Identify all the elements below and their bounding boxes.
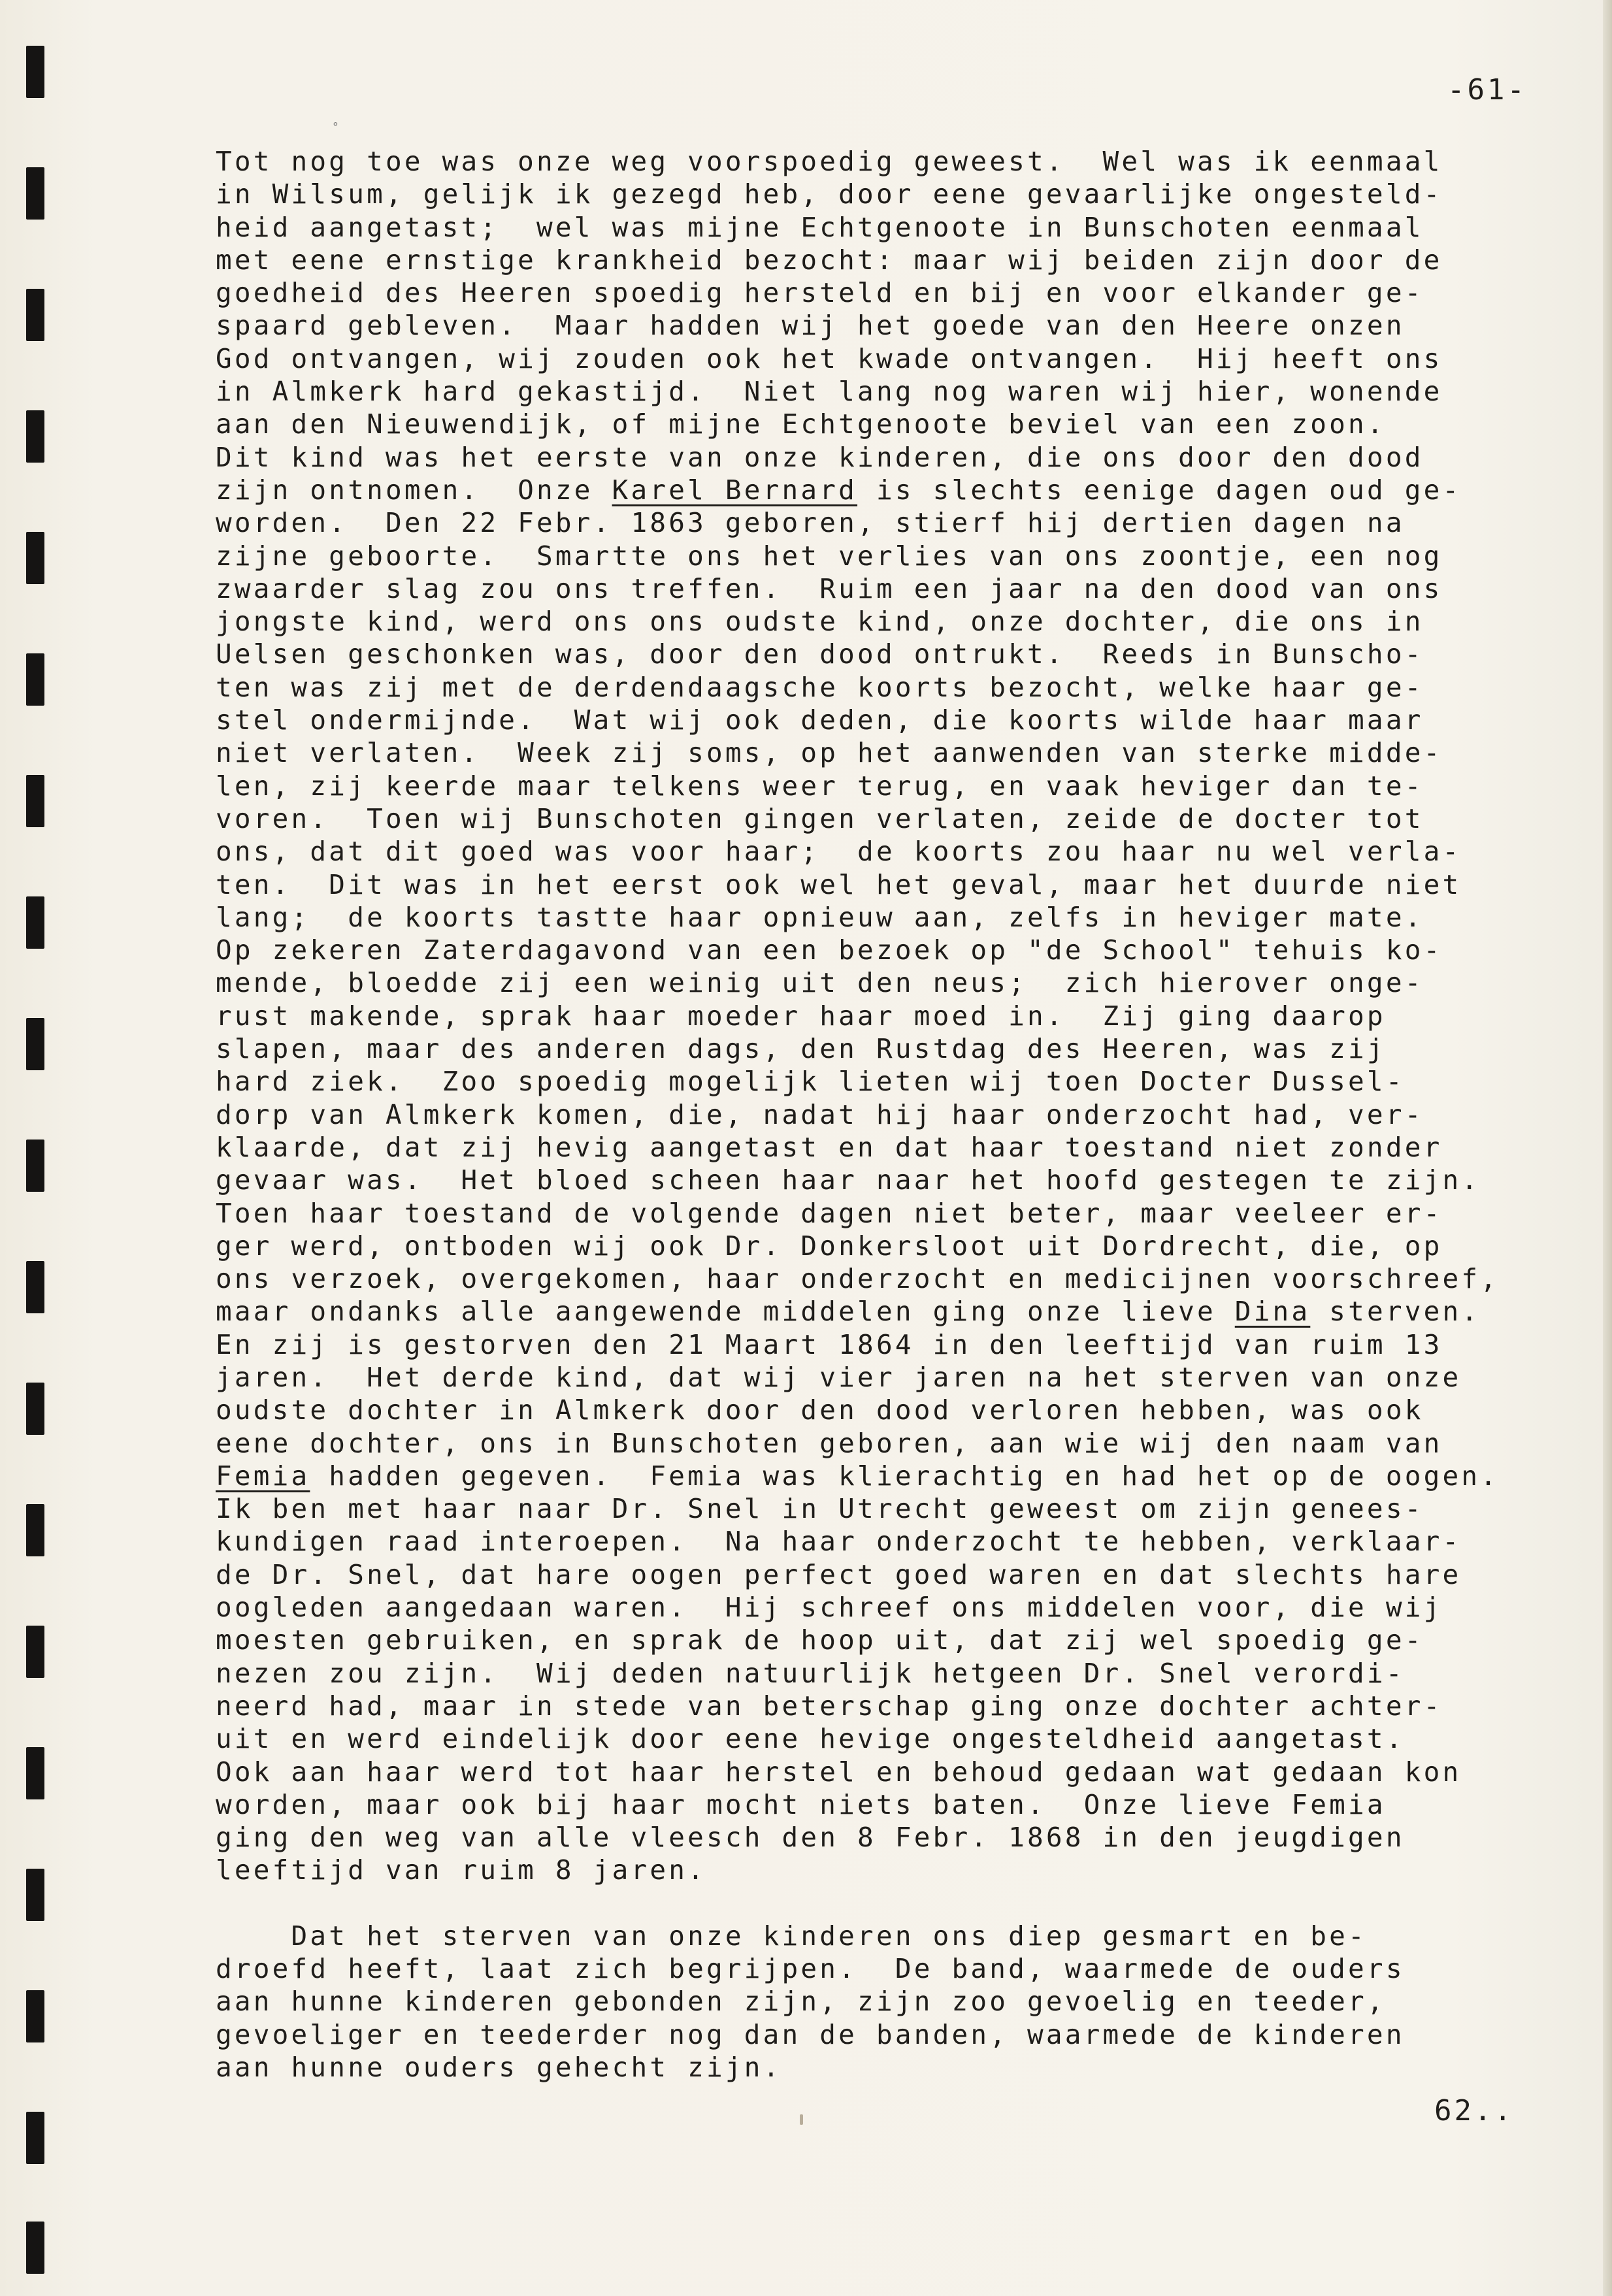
text-line: rust makende, sprak haar moeder haar moed in. Zij ging daarop	[216, 1000, 1386, 1032]
binding-hole	[26, 1261, 44, 1313]
text-segment: is slechts eenige dagen oud ge-	[857, 474, 1462, 506]
text-line: in Wilsum, gelijk ik gezegd heb, door eene gevaarlijke ongesteld-	[216, 178, 1443, 210]
text-line: ger werd, ontboden wij ook Dr. Donkersloot uit Dordrecht, die, op	[216, 1230, 1443, 1262]
text-segment: zijn ontnomen. Onze	[216, 474, 612, 506]
text-line: Dit kind was het eerste van onze kinderen, die ons door den dood	[216, 441, 1424, 473]
text-line: Tot nog toe was onze weg voorspoedig geweest. Wel was ik eenmaal	[216, 146, 1443, 177]
text-line	[216, 1295, 1581, 1328]
text-line: met eene ernstige krankheid bezocht: maar wij beiden zijn door de	[216, 244, 1443, 276]
underlined-name: Dina	[1234, 1296, 1311, 1328]
text-line: klaarde, dat zij hevig aangetast en dat haar toestand niet zonder	[216, 1131, 1443, 1163]
text-line: ten was zij met de derdendaagsche koorts bezocht, welke haar ge-	[216, 671, 1424, 703]
text-line	[216, 1460, 1581, 1492]
paragraph-gap	[216, 1887, 1581, 1920]
text-line: mende, bloedde zij een weinig uit den neus; zich hierover onge-	[216, 967, 1424, 999]
text-line: leeftijd van ruim 8 jaren.	[216, 1854, 706, 1886]
text-segment: sterven.	[1310, 1296, 1481, 1328]
text-line: En zij is gestorven den 21 Maart 1864 in den leeftijd van ruim 13	[216, 1328, 1443, 1360]
text-line: oudste dochter in Almkerk door den dood verloren hebben, was ook	[216, 1394, 1424, 1426]
text-line: Dat het sterven van onze kinderen ons diep gesmart en be-	[216, 1920, 1367, 1952]
text-line: Toen haar toestand de volgende dagen niet beter, maar veeleer er-	[216, 1197, 1443, 1229]
body-text	[216, 145, 1581, 2084]
binding-hole	[26, 1626, 44, 1678]
text-line: slapen, maar des anderen dags, den Rustdag des Heeren, was zij	[216, 1033, 1386, 1065]
text-line	[216, 474, 1581, 506]
text-line: lang; de koorts tastte haar opnieuw aan, zelfs in heviger mate.	[216, 901, 1424, 933]
paragraph-2	[216, 1920, 1581, 2084]
text-line: goedheid des Heeren spoedig hersteld en bij en voor elkander ge-	[216, 277, 1424, 309]
underlined-name: Femia	[216, 1460, 310, 1492]
text-line: jaren. Het derde kind, dat wij vier jaren na het sterven van onze	[216, 1361, 1462, 1393]
paper-speck	[800, 2114, 803, 2125]
text-line: Uelsen geschonken was, door den dood ontrukt. Reeds in Bunscho-	[216, 638, 1424, 670]
binding-hole	[26, 1018, 44, 1070]
text-line: de Dr. Snel, dat hare oogen perfect goed waren en dat slechts hare	[216, 1558, 1462, 1590]
text-line: worden, maar ook bij haar mocht niets baten. Onze lieve Femia	[216, 1788, 1386, 1820]
text-line: Ook aan haar werd tot haar herstel en behoud gedaan wat gedaan kon	[216, 1756, 1462, 1788]
text-line: aan hunne kinderen gebonden zijn, zijn zoo gevoelig en teeder,	[216, 1986, 1386, 2018]
text-line: ging den weg van alle vleesch den 8 Febr. 1868 in den jeugdigen	[216, 1822, 1405, 1854]
text-line: oogleden aangedaan waren. Hij schreef ons middelen voor, die wij	[216, 1592, 1443, 1624]
text-line: hard ziek. Zoo spoedig mogelijk lieten wij toen Docter Dussel-	[216, 1066, 1405, 1098]
text-line: ons, dat dit goed was voor haar; de koorts zou haar nu wel verla-	[216, 836, 1462, 868]
binding-hole	[26, 2112, 44, 2164]
text-line: droefd heeft, laat zich begrijpen. De band, waarmede de ouders	[216, 1953, 1405, 1985]
binding-hole	[26, 1140, 44, 1192]
text-line: Op zekeren Zaterdagavond van een bezoek op "de School" tehuis ko-	[216, 934, 1443, 966]
text-line: nezen zou zijn. Wij deden natuurlijk hetgeen Dr. Snel verordi-	[216, 1657, 1405, 1689]
text-line: voren. Toen wij Bunschoten gingen verlaten, zeide de docter tot	[216, 802, 1424, 834]
binding-hole	[26, 46, 44, 98]
binding-hole	[26, 1383, 44, 1435]
text-line: eene dochter, ons in Bunschoten geboren, aan wie wij den naam van	[216, 1427, 1443, 1459]
binding-hole	[26, 1747, 44, 1799]
text-line: moesten gebruiken, en sprak de hoop uit, dat zij wel spoedig ge-	[216, 1624, 1424, 1656]
binding-hole	[26, 532, 44, 584]
page-number-bottom: 62..	[1434, 2094, 1514, 2127]
text-line: aan hunne ouders gehecht zijn.	[216, 2051, 782, 2083]
text-line: zijne geboorte. Smartte ons het verlies van ons zoontje, een nog	[216, 540, 1443, 572]
binding-hole	[26, 410, 44, 463]
binding-hole	[26, 775, 44, 827]
text-line: dorp van Almkerk komen, die, nadat hij haar onderzocht had, ver-	[216, 1098, 1424, 1130]
binding-hole	[26, 2222, 44, 2274]
text-line: gevaar was. Het bloed scheen haar naar het hoofd gestegen te zijn.	[216, 1164, 1481, 1196]
binding-hole	[26, 289, 44, 341]
text-line: ten. Dit was in het eerst ook wel het geval, maar het duurde niet	[216, 868, 1462, 900]
text-line: Ik ben met haar naar Dr. Snel in Utrecht geweest om zijn genees-	[216, 1493, 1424, 1525]
stray-mark: °	[332, 120, 339, 134]
text-line: niet verlaten. Week zij soms, op het aanwenden van sterke midde-	[216, 737, 1443, 769]
text-line: spaard gebleven. Maar hadden wij het goede van den Heere onzen	[216, 310, 1405, 342]
text-segment: maar ondanks alle aangewende middelen ging onze lieve	[216, 1296, 1235, 1328]
page-number-top: -61-	[1447, 73, 1527, 107]
text-line: len, zij keerde maar telkens weer terug, en vaak heviger dan te-	[216, 770, 1424, 802]
binding-hole	[26, 1504, 44, 1556]
text-line: zwaarder slag zou ons treffen. Ruim een jaar na den dood van ons	[216, 572, 1443, 604]
text-line: gevoeliger en teederder nog dan de banden, waarmede de kinderen	[216, 2018, 1405, 2050]
text-segment: hadden gegeven. Femia was klierachtig en had het op de oogen.	[310, 1460, 1500, 1492]
binding-hole	[26, 1990, 44, 2042]
binding-hole	[26, 167, 44, 220]
binding-hole	[26, 896, 44, 949]
text-line: stel ondermijnde. Wat wij ook deden, die koorts wilde haar maar	[216, 704, 1424, 736]
binding-strip	[0, 0, 78, 2296]
binding-hole	[26, 653, 44, 706]
text-line: uit en werd eindelijk door eene hevige ongesteldheid aangetast.	[216, 1723, 1405, 1755]
text-line: ons verzoek, overgekomen, haar onderzocht en medicijnen voorschreef,	[216, 1263, 1500, 1295]
text-line: in Almkerk hard gekastijd. Niet lang nog waren wij hier, wonende	[216, 376, 1443, 408]
text-line: God ontvangen, wij zouden ook het kwade ontvangen. Hij heeft ons	[216, 342, 1443, 374]
binding-hole	[26, 1869, 44, 1921]
text-line: worden. Den 22 Febr. 1863 geboren, stierf hij dertien dagen na	[216, 507, 1405, 539]
paragraph-1	[216, 145, 1581, 1887]
text-line: jongste kind, werd ons ons oudste kind, onze dochter, die ons in	[216, 606, 1424, 638]
text-line: aan den Nieuwendijk, of mijne Echtgenoote beviel van een zoon.	[216, 408, 1386, 440]
underlined-name: Karel Bernard	[612, 474, 858, 506]
text-line: neerd had, maar in stede van beterschap ging onze dochter achter-	[216, 1690, 1443, 1722]
text-line: heid aangetast; wel was mijne Echtgenoote in Bunschoten eenmaal	[216, 211, 1424, 243]
text-line: kundigen raad interoepen. Na haar onderzocht te hebben, verklaar-	[216, 1526, 1462, 1558]
page-edge	[1603, 0, 1612, 2296]
